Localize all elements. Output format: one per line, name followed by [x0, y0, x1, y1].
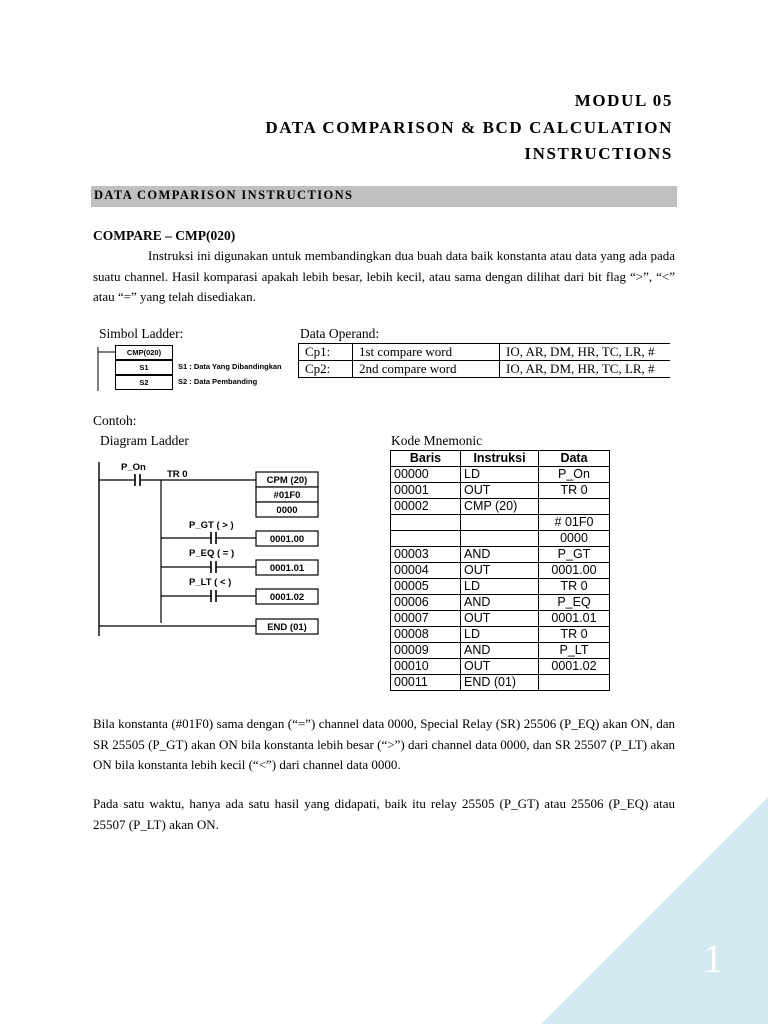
- operand-cell: 1st compare word: [353, 344, 500, 361]
- table-cell: LD: [461, 579, 539, 595]
- column-header: Baris: [391, 451, 461, 467]
- table-cell: 0001.02: [539, 659, 610, 675]
- column-header: Data: [539, 451, 610, 467]
- operand-row: [299, 361, 671, 378]
- table-cell: 00002: [391, 499, 461, 515]
- table-row: [391, 515, 610, 531]
- page-number: 1: [703, 936, 723, 981]
- table-row: [391, 659, 610, 675]
- symbol-box-s1: S1: [115, 360, 173, 375]
- cpm-instruction: CPM (20): [266, 475, 308, 486]
- operand-cell: IO, AR, DM, HR, TC, LR, #: [500, 344, 671, 361]
- label-tr0: TR 0: [167, 469, 188, 480]
- operand-cell: Cp2:: [299, 361, 353, 378]
- table-cell: P_EQ: [539, 595, 610, 611]
- table-cell: 0000: [539, 531, 610, 547]
- table-cell: 00001: [391, 483, 461, 499]
- module-title-line2: INSTRUCTIONS: [524, 144, 673, 163]
- symbol-desc-s2: S2 : Data Pembanding: [178, 377, 258, 386]
- table-cell: OUT: [461, 659, 539, 675]
- intro-paragraph: [93, 246, 675, 308]
- table-cell: [461, 531, 539, 547]
- table-cell: 00007: [391, 611, 461, 627]
- module-number: MODUL 05: [574, 91, 673, 110]
- table-row: [391, 595, 610, 611]
- ladder-diagram: [93, 458, 328, 638]
- output-0001-01: 0001.01: [269, 563, 305, 574]
- mnemonic-table: [390, 450, 610, 691]
- column-header: Instruksi: [461, 451, 539, 467]
- table-cell: [461, 515, 539, 531]
- table-cell: OUT: [461, 563, 539, 579]
- table-cell: OUT: [461, 483, 539, 499]
- table-row: [391, 563, 610, 579]
- label-p-gt: P_GT ( > ): [189, 520, 234, 531]
- table-cell: 00011: [391, 675, 461, 691]
- output-0001-02: 0001.02: [269, 592, 305, 603]
- table-row: [391, 483, 610, 499]
- table-cell: [391, 515, 461, 531]
- cpm-constant: #01F0: [273, 490, 301, 501]
- cpm-channel: 0000: [276, 505, 298, 516]
- symbol-box-s2: S2: [115, 375, 173, 390]
- table-row: [391, 643, 610, 659]
- table-row: [391, 547, 610, 563]
- operand-cell: IO, AR, DM, HR, TC, LR, #: [500, 361, 671, 378]
- table-cell: AND: [461, 643, 539, 659]
- table-cell: [391, 531, 461, 547]
- table-cell: P_LT: [539, 643, 610, 659]
- data-operand-label: Data Operand:: [300, 326, 380, 341]
- table-row: [391, 627, 610, 643]
- table-cell: 00005: [391, 579, 461, 595]
- module-title-line1: DATA COMPARISON & BCD CALCULATION: [265, 118, 673, 137]
- label-p-on: P_On: [121, 462, 146, 473]
- table-cell: 00000: [391, 467, 461, 483]
- table-cell: [539, 499, 610, 515]
- table-row: [391, 499, 610, 515]
- table-cell: 0001.01: [539, 611, 610, 627]
- table-cell: AND: [461, 547, 539, 563]
- operand-cell: 2nd compare word: [353, 361, 500, 378]
- table-cell: P_On: [539, 467, 610, 483]
- table-cell: 0001.00: [539, 563, 610, 579]
- corner-decoration: [541, 797, 768, 1024]
- table-cell: 00009: [391, 643, 461, 659]
- cmp-symbol: [115, 345, 295, 393]
- example-label: Contoh:: [93, 413, 137, 428]
- symbol-ladder-label: Simbol Ladder:: [99, 326, 184, 341]
- table-cell: P_GT: [539, 547, 610, 563]
- section-title: DATA COMPARISON INSTRUCTIONS: [94, 188, 354, 202]
- subheading: COMPARE – CMP(020): [93, 228, 236, 243]
- table-row: [391, 467, 610, 483]
- explanation-paragraph: Bila konstanta (#01F0) sama dengan (“=”) channel data 0000, Special Relay (SR) 25506 (P_EQ) akan ON, dan SR 25505 (P_GT) akan ON bila konstanta lebih besar (“>”) dari channel data 0000, dan SR 25507 (P_LT) akan ON bila konstanta lebih kecil (“<”) dari channel data 0000.: [93, 716, 675, 772]
- table-cell: 00010: [391, 659, 461, 675]
- output-0001-00: 0001.00: [269, 534, 305, 545]
- operand-table: [298, 343, 670, 378]
- section-header-bar: [91, 186, 677, 207]
- table-row: [391, 579, 610, 595]
- table-cell: CMP (20): [461, 499, 539, 515]
- table-cell: [539, 675, 610, 691]
- table-row: [391, 675, 610, 691]
- diagram-ladder-label: Diagram Ladder: [100, 433, 189, 448]
- table-cell: 00003: [391, 547, 461, 563]
- table-cell: 00006: [391, 595, 461, 611]
- label-p-lt: P_LT ( < ): [189, 577, 232, 588]
- symbol-box-title: CMP(020): [115, 345, 173, 360]
- table-cell: 00008: [391, 627, 461, 643]
- table-cell: # 01F0: [539, 515, 610, 531]
- mnemonic-body: [391, 467, 610, 691]
- operand-row: [299, 344, 671, 361]
- table-cell: AND: [461, 595, 539, 611]
- symbol-desc-s1: S1 : Data Yang Dibandingkan: [178, 362, 282, 371]
- table-cell: TR 0: [539, 483, 610, 499]
- mnemonic-label: Kode Mnemonic: [391, 433, 483, 448]
- intro-text: Instruksi ini digunakan untuk membandingkan dua buah data baik konstanta atau data yang ada pada suatu channel. Hasil komparasi apakah lebih besar, lebih kecil, atau sama dengan dilihat dari bit flag “>”, “<” atau “=” yang telah disediakan.: [93, 248, 675, 304]
- label-p-eq: P_EQ ( = ): [189, 548, 235, 559]
- table-cell: 00004: [391, 563, 461, 579]
- table-cell: OUT: [461, 611, 539, 627]
- end-instruction: END (01): [267, 622, 307, 633]
- table-cell: LD: [461, 627, 539, 643]
- table-cell: TR 0: [539, 627, 610, 643]
- table-cell: END (01): [461, 675, 539, 691]
- table-row: [391, 611, 610, 627]
- operand-cell: Cp1:: [299, 344, 353, 361]
- table-cell: LD: [461, 467, 539, 483]
- mnemonic-header-row: [391, 451, 610, 467]
- summary-paragraph: Pada satu waktu, hanya ada satu hasil yang didapati, baik itu relay 25505 (P_GT) atau 25506 (P_EQ) atau 25507 (P_LT) akan ON.: [93, 796, 675, 832]
- table-row: [391, 531, 610, 547]
- table-cell: TR 0: [539, 579, 610, 595]
